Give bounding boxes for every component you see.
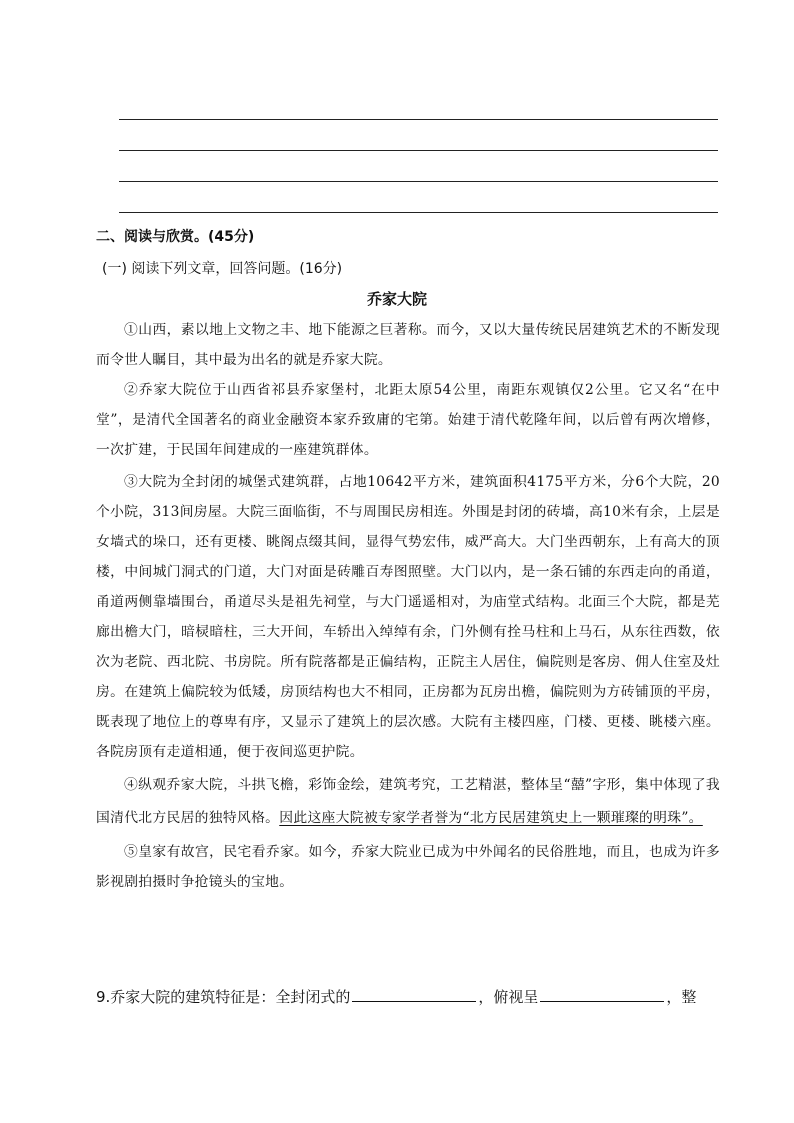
- paragraph-4: [96, 769, 720, 835]
- question-9: [96, 986, 696, 1007]
- answer-blank-2[interactable]: [540, 987, 664, 1002]
- question-9-text-3: ，整: [666, 988, 697, 1006]
- paragraph-2: ②乔家大院位于山西省祁县乔家堡村，北距太原54公里，南距东观镇仅2公里。它又名“在中堂”，是清代全国著名的商业金融资本家乔致庸的宅第。始建于清代乾隆年间，以后曾有两次增修，一次扩建，于民国年间建成的一座建筑群体。: [96, 382, 720, 458]
- article-body: [96, 315, 720, 897]
- article-title: 乔家大院: [366, 290, 427, 308]
- paragraph-4-text: ④纵观乔家大院，斗拱飞檐，彩饰金绘，建筑考究，工艺精湛，整体呈“囍”字形，集中体现了我国清代北方民居的独特风格。: [96, 777, 720, 826]
- subsection-title: (一) 阅读下列文章，回答问题。(16分): [102, 261, 343, 277]
- paragraph-1: ①山西，素以地上文物之丰、地下能源之巨著称。而今，又以大量传统民居建筑艺术的不断发现而令世人瞩目，其中最为出名的就是乔家大院。: [96, 322, 720, 368]
- answer-line-4: [119, 212, 718, 213]
- paragraph-5: ⑤皇家有故宫，民宅看乔家。如今，乔家大院业已成为中外闻名的民俗胜地，而且，也成为许多影视剧拍摄时争抢镜头的宝地。: [96, 844, 720, 890]
- question-9-text-1: 9.乔家大院的建筑特征是：全封闭式的: [96, 988, 351, 1006]
- paragraph-4-underlined: 因此这座大院被专家学者誉为“北方民居建筑史上一颗璀璨的明珠”。: [279, 810, 703, 826]
- section-title: 二、阅读与欣赏。(45分): [96, 229, 255, 245]
- answer-line-1: [119, 119, 718, 120]
- answer-line-2: [119, 150, 718, 151]
- answer-line-3: [119, 181, 718, 182]
- paragraph-3: ③大院为全封闭的城堡式建筑群，占地10642平方米，建筑面积4175平方米，分6个大院，20个小院，313间房屋。大院三面临街，不与周围民房相连。外围是封闭的砖墙，高10米有余，上层是女墙式的垛口，还有更楼、眺阁点缀其间，显得气势宏伟，威严高大。大门坐西朝东，上有高大的顶楼，中间城门洞式的门道，大门对面是砖雕百寿图照壁。大门以内，是一条石铺的东西走向的甬道，甬道两侧靠墙围台，甬道尽头是祖先祠堂，与大门遥遥相对，为庙堂式结构。北面三个大院，都是芜廊出檐大门，暗棂暗柱，三大开间，车轿出入绰绰有余，门外侧有拴马柱和上马石，从东往西数，依次为老院、西北院、书房院。所有院落都是正偏结构，正院主人居住，偏院则是客房、佣人住室及灶房。在建筑上偏院较为低矮，房顶结构也大不相同，正房都为瓦房出檐，偏院则为方砖铺顶的平房，既表现了地位上的尊卑有序，又显示了建筑上的层次感。大院有主楼四座，门楼、更楼、眺楼六座。各院房顶有走道相通，便于夜间巡更护院。: [96, 474, 720, 760]
- answer-blank-1[interactable]: [352, 987, 476, 1002]
- question-9-text-2: ，俯视呈: [478, 988, 539, 1006]
